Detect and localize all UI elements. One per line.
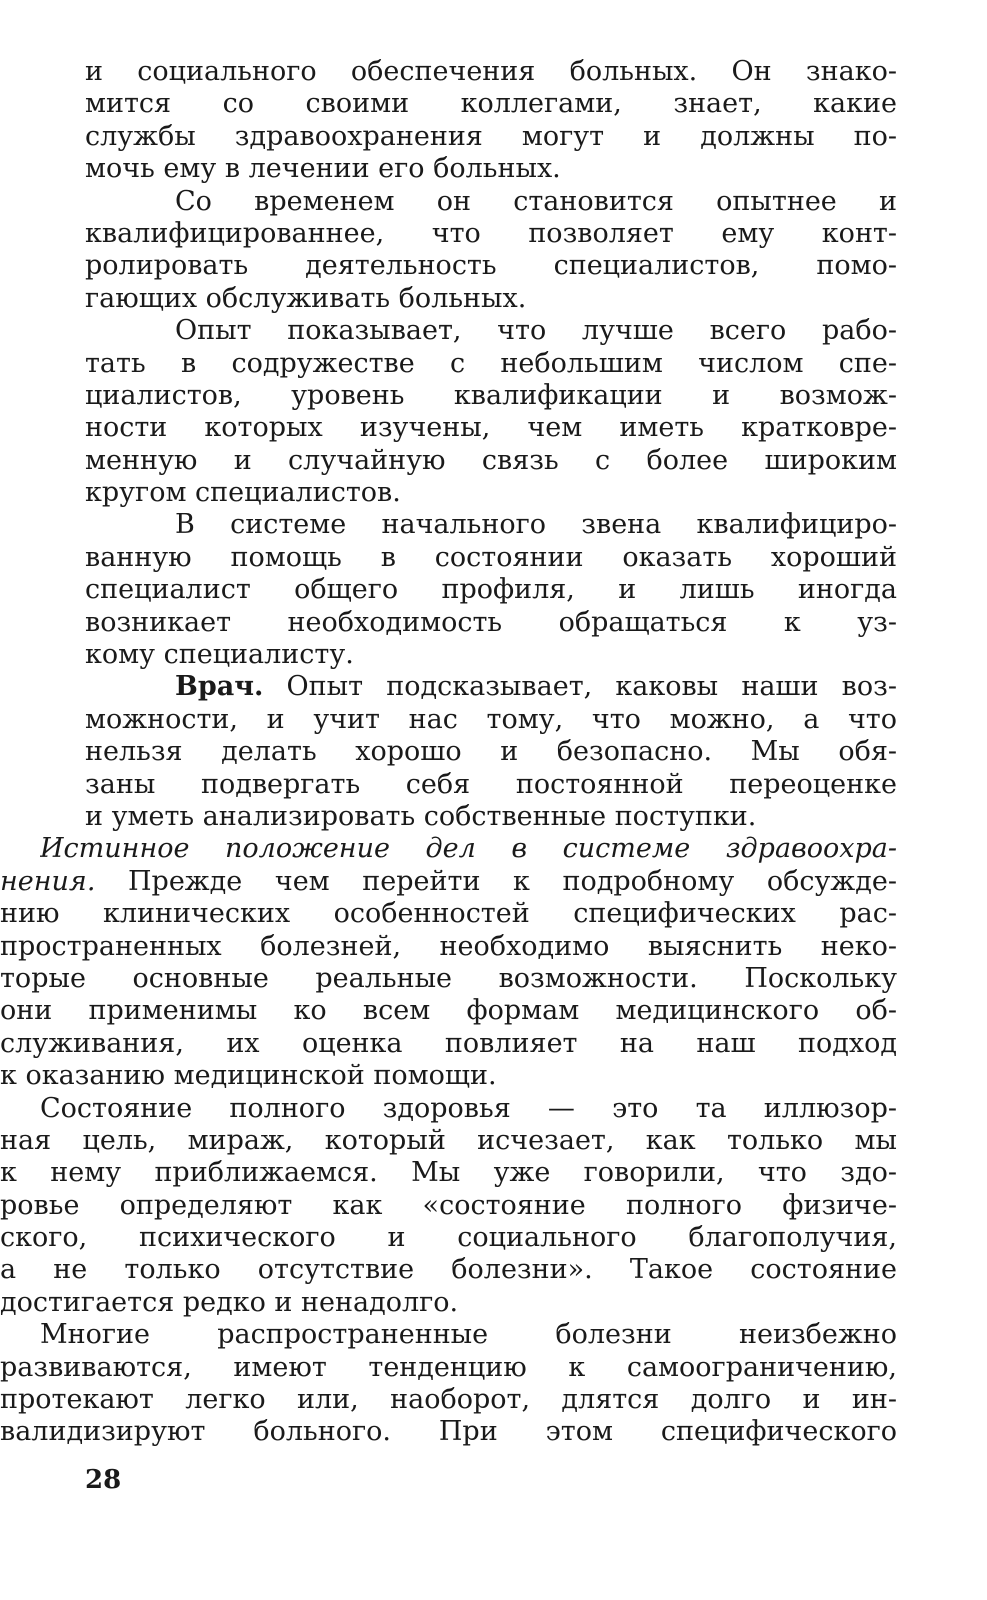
text-line: мится со своими коллегами, знает, какие bbox=[85, 88, 897, 120]
text-line: ности которых изучены, чем иметь кратковре- bbox=[85, 412, 897, 444]
text-line: Многие распространенные болезни неизбежно bbox=[40, 1319, 897, 1351]
bold-lead: Врач. bbox=[175, 671, 264, 703]
text-line: заны подвергать себя постоянной переоценке bbox=[85, 768, 897, 800]
text-line: можности, и учит нас тому, что можно, а что bbox=[85, 703, 897, 735]
text-line: и социального обеспечения больных. Он знако- bbox=[85, 56, 897, 87]
text-line: кругом специалистов. bbox=[85, 477, 401, 509]
text-line: Со временем он становится опытнее и bbox=[175, 185, 897, 217]
text-line: ная цель, мираж, который исчезает, как только мы bbox=[0, 1124, 897, 1156]
text-line: мочь ему в лечении его больных. bbox=[85, 153, 561, 185]
text-line: гающих обслуживать больных. bbox=[85, 282, 527, 314]
text-line: пространенных болезней, необходимо выяснить неко- bbox=[0, 930, 897, 962]
text-line bbox=[85, 671, 897, 703]
text-line bbox=[0, 866, 897, 898]
text-line: они применимы ко всем формам медицинского об- bbox=[0, 995, 897, 1027]
text-line: к оказанию медицинской помощи. bbox=[0, 1060, 497, 1092]
page-number: 28 bbox=[85, 1465, 122, 1495]
text-line: ского, психического и социального благополучия, bbox=[0, 1222, 897, 1254]
text-line: валидизируют больного. При этом специфического bbox=[0, 1416, 897, 1448]
text-line: возникает необходимость обращаться к уз- bbox=[85, 606, 897, 638]
text-line: ванную помощь в состоянии оказать хороший bbox=[85, 541, 897, 573]
text-line: специалист общего профиля, и лишь иногда bbox=[85, 574, 897, 606]
text-line: Состояние полного здоровья — это та иллюзор- bbox=[40, 1092, 897, 1124]
text-line: нельзя делать хорошо и безопасно. Мы обя- bbox=[85, 736, 897, 768]
text-line: В системе начального звена квалифициро- bbox=[175, 509, 897, 541]
text-line: протекают легко или, наоборот, длятся долго и ин- bbox=[0, 1384, 897, 1416]
page-text bbox=[0, 56, 897, 1449]
text-line: менную и случайную связь с более широким bbox=[85, 444, 897, 476]
text-line: к нему приближаемся. Мы уже говорили, что здо- bbox=[0, 1157, 897, 1189]
text-line: и уметь анализировать собственные поступки. bbox=[85, 800, 757, 832]
text-line: нию клинических особенностей специфических рас- bbox=[0, 898, 897, 930]
text-line: службы здравоохранения могут и должны по- bbox=[85, 120, 897, 152]
text-line bbox=[40, 833, 897, 865]
text-line: квалифицированнее, что позволяет ему конт- bbox=[85, 217, 897, 249]
text-line: развиваются, имеют тенденцию к самоограничению, bbox=[0, 1351, 897, 1383]
text-line: а не только отсутствие болезни». Такое состояние bbox=[0, 1254, 897, 1286]
text-line: ровье определяют как «состояние полного физиче- bbox=[0, 1189, 897, 1221]
text-run: Прежде чем перейти к подробному обсужде- bbox=[95, 865, 897, 897]
text-line: циалистов, уровень квалификации и возмож- bbox=[85, 379, 897, 411]
italic-heading: Истинное положение дел в системе здравоохра- bbox=[40, 833, 897, 865]
text-line: тать в содружестве с небольшим числом спе- bbox=[85, 347, 897, 379]
text-run: Опыт подсказывает, каковы наши воз- bbox=[263, 671, 897, 703]
text-line: служивания, их оценка повлияет на наш подход bbox=[0, 1027, 897, 1059]
text-line: ролировать деятельность специалистов, помо- bbox=[85, 250, 897, 282]
italic-heading: нения. bbox=[0, 865, 96, 897]
text-line: достигается редко и ненадолго. bbox=[0, 1286, 459, 1318]
text-line: Опыт показывает, что лучше всего рабо- bbox=[175, 315, 897, 347]
text-line: кому специалисту. bbox=[85, 639, 354, 671]
text-line: торые основные реальные возможности. Поскольку bbox=[0, 962, 897, 994]
